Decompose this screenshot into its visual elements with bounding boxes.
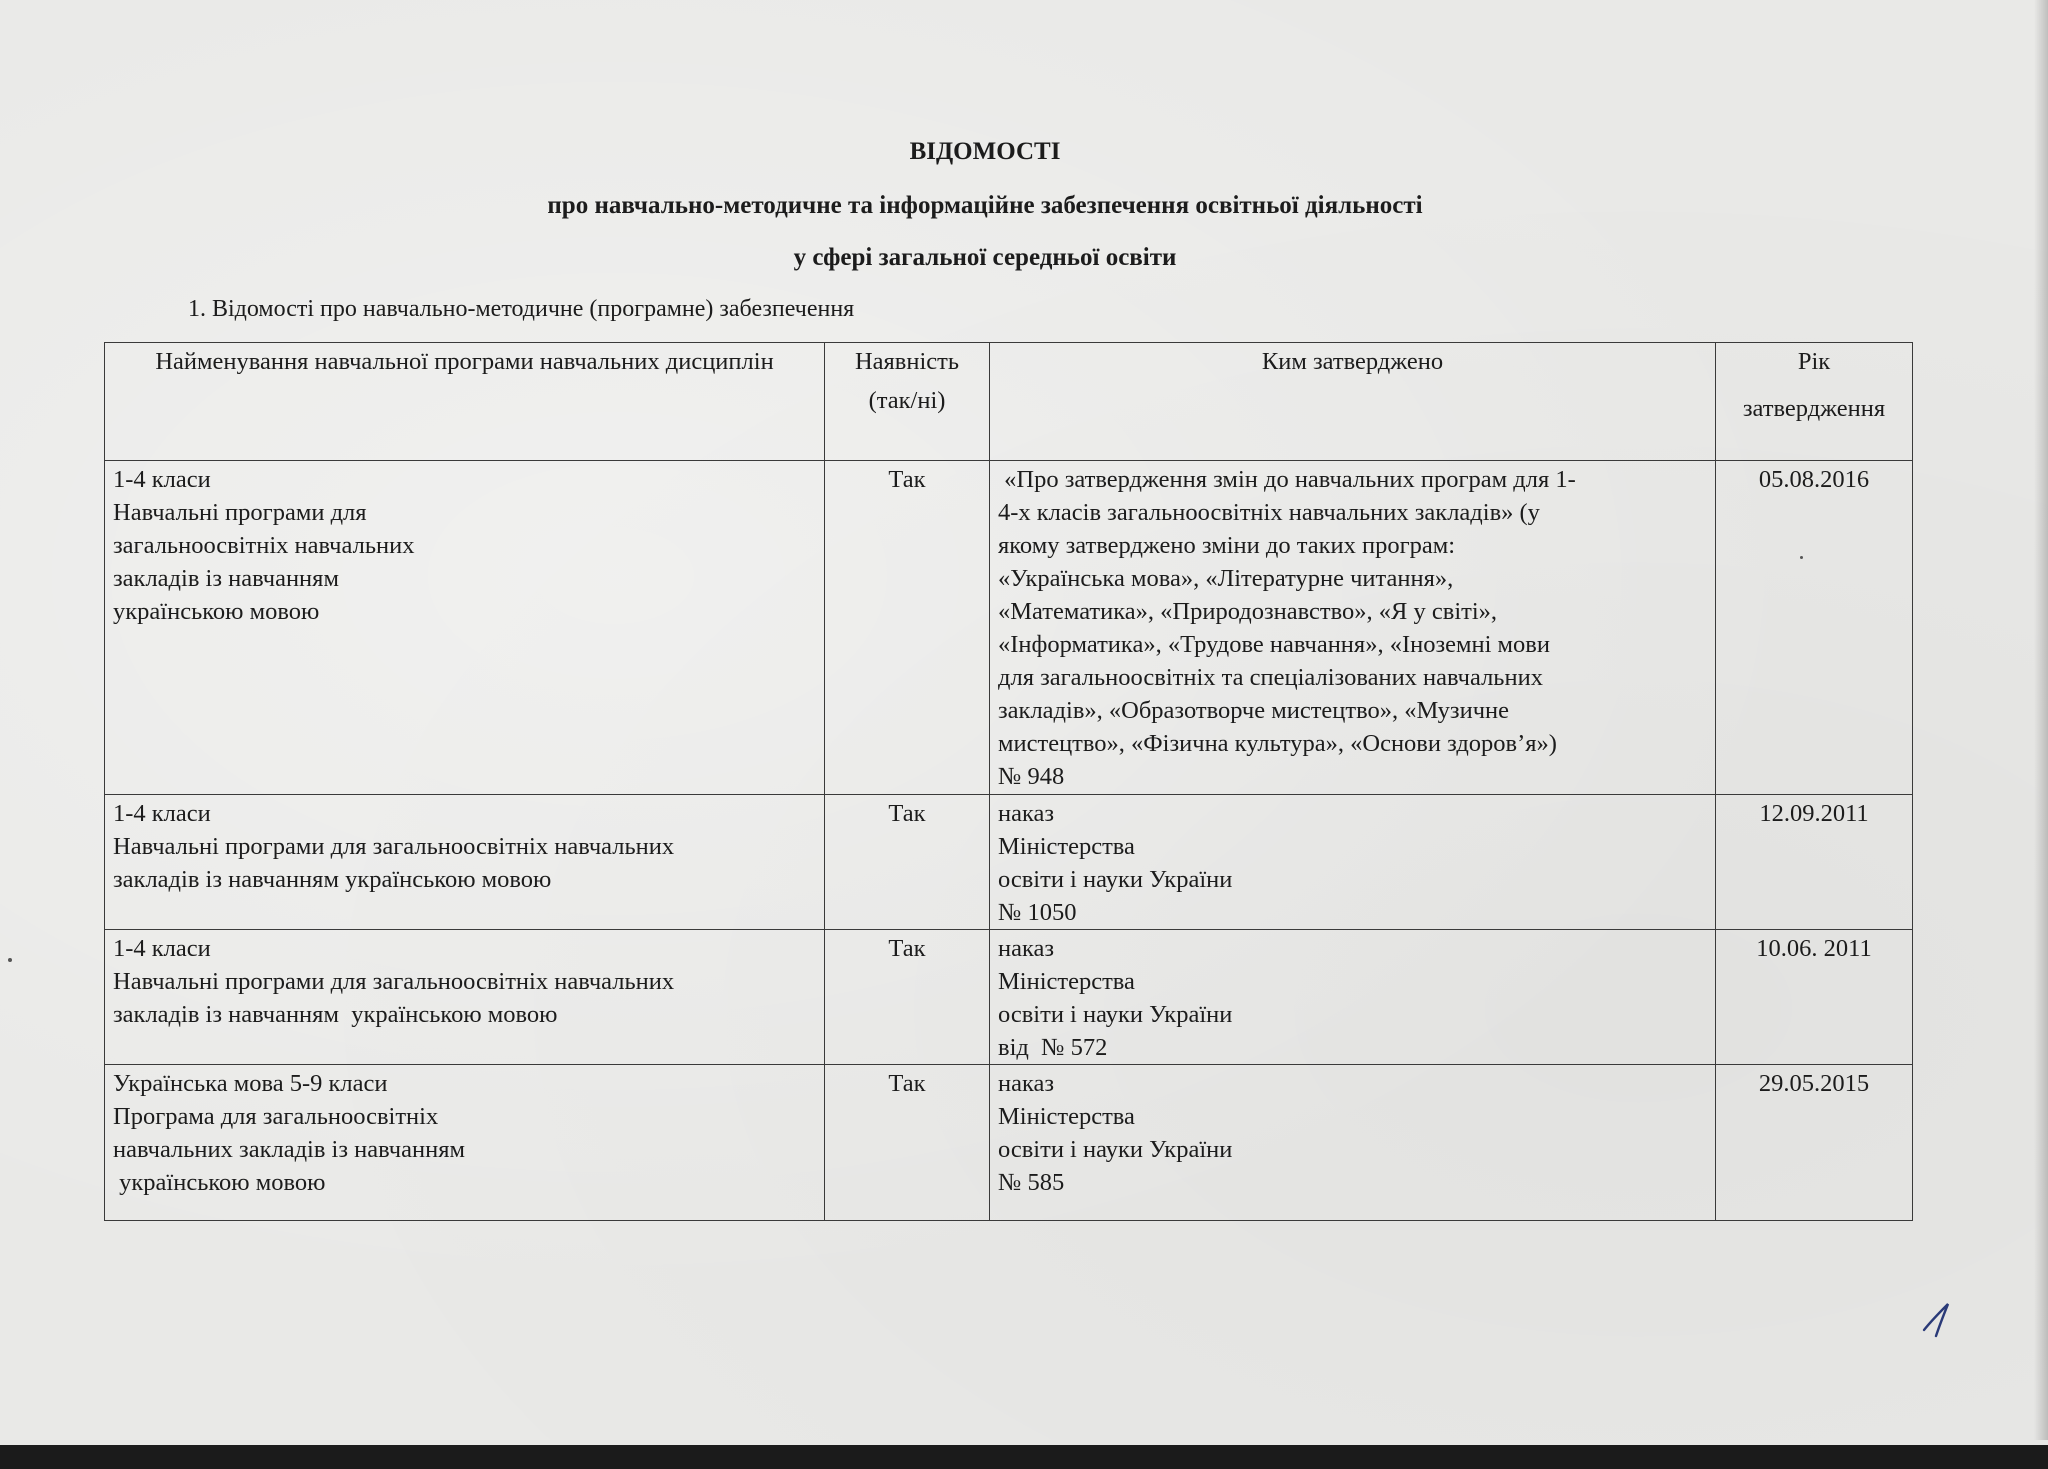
- approved-by-cell: [990, 930, 1716, 1065]
- program-line: навчальних закладів із навчанням: [113, 1136, 465, 1163]
- approved-by-cell: [990, 1065, 1716, 1221]
- program-line: 1-4 класи: [113, 800, 211, 827]
- availability-cell: Так: [825, 930, 990, 1065]
- programs-table: [104, 342, 1913, 1221]
- scan-speck: [8, 958, 12, 962]
- approved-line: № 585: [998, 1169, 1065, 1196]
- approved-line: «Українська мова», «Літературне читання»,: [998, 565, 1454, 592]
- program-line: 1-4 класи: [113, 935, 211, 962]
- approved-line: «Інформатика», «Трудове навчання», «Іноземні мови: [998, 631, 1550, 658]
- table-row: [105, 930, 1913, 1065]
- approved-line: мистецтво», «Фізична культура», «Основи здоров’я»): [998, 730, 1557, 757]
- program-line: Українська мова 5-9 класи: [113, 1070, 388, 1097]
- program-cell: [105, 795, 825, 930]
- header-year-line2: затвердження: [1742, 395, 1886, 422]
- page-edge-shadow: [2034, 0, 2048, 1440]
- table-row: [105, 461, 1913, 795]
- document-subtitle-line2: у сфері загальної середньої освіти: [793, 244, 1177, 271]
- approved-line: «Математика», «Природознавство», «Я у світі»,: [998, 598, 1498, 625]
- program-line: Навчальні програми для загальноосвітніх навчальних: [113, 968, 675, 995]
- program-cell: [105, 461, 825, 795]
- header-program-name: Найменування навчальної програми навчальних дисциплін: [105, 343, 825, 461]
- approved-line: Міністерства: [998, 968, 1135, 995]
- header-availability-line1: Наявність: [854, 348, 960, 375]
- approved-line: освіти і науки України: [998, 1001, 1233, 1028]
- approved-line: Міністерства: [998, 833, 1135, 860]
- date-cell: 05.08.2016: [1716, 461, 1913, 795]
- program-cell: [105, 930, 825, 1065]
- approved-line: закладів», «Образотворче мистецтво», «Музичне: [998, 697, 1510, 724]
- approved-line: від № 572: [998, 1034, 1108, 1061]
- approved-line: наказ: [998, 800, 1055, 827]
- approved-line: якому затверджено зміни до таких програм:: [998, 532, 1456, 559]
- scan-speck: [1800, 556, 1803, 559]
- program-line: загальноосвітніх навчальних: [113, 532, 415, 559]
- availability-cell: Так: [825, 795, 990, 930]
- handwritten-page-number: [1918, 1300, 1958, 1340]
- approved-line: Міністерства: [998, 1103, 1135, 1130]
- program-line: українською мовою: [113, 1169, 326, 1196]
- program-line: Навчальні програми для загальноосвітніх навчальних: [113, 833, 675, 860]
- approved-line: 4-х класів загальноосвітніх навчальних закладів» (у: [998, 499, 1540, 526]
- availability-cell: Так: [825, 1065, 990, 1221]
- approved-line: для загальноосвітніх та спеціалізованих навчальних: [998, 664, 1543, 691]
- document-title: ВІДОМОСТІ: [909, 138, 1061, 165]
- section-heading: 1. Відомості про навчально-методичне (програмне) забезпечення: [188, 296, 855, 322]
- date-cell: 10.06. 2011: [1716, 930, 1913, 1065]
- approved-by-cell: [990, 795, 1716, 930]
- approved-line: наказ: [998, 1070, 1055, 1097]
- approved-line: освіти і науки України: [998, 1136, 1233, 1163]
- date-cell: 12.09.2011: [1716, 795, 1913, 930]
- header-year-line1: Рік: [1797, 348, 1831, 375]
- header-year: [1716, 343, 1913, 461]
- header-availability-line2: (так/ні): [868, 387, 946, 414]
- table-row: [105, 1065, 1913, 1221]
- approved-line: освіти і науки України: [998, 866, 1233, 893]
- approved-line: № 948: [998, 763, 1065, 790]
- program-line: Навчальні програми для: [113, 499, 367, 526]
- approved-line: № 1050: [998, 899, 1077, 926]
- table-header-row: [105, 343, 1913, 461]
- document-subtitle-line1: про навчально-методичне та інформаційне забезпечення освітньої діяльності: [547, 192, 1423, 219]
- program-line: закладів із навчанням українською мовою: [113, 1001, 558, 1028]
- approved-line: «Про затвердження змін до навчальних програм для 1-: [998, 466, 1576, 493]
- availability-cell: Так: [825, 461, 990, 795]
- program-line: українською мовою: [113, 598, 320, 625]
- header-availability: [825, 343, 990, 461]
- approved-line: наказ: [998, 935, 1055, 962]
- program-cell: [105, 1065, 825, 1221]
- program-line: закладів із навчанням: [113, 565, 339, 592]
- header-approved-by: Ким затверджено: [990, 343, 1716, 461]
- scanner-bottom-border: [0, 1445, 2048, 1469]
- approved-by-cell: [990, 461, 1716, 795]
- program-line: Програма для загальноосвітніх: [113, 1103, 439, 1130]
- program-line: 1-4 класи: [113, 466, 211, 493]
- table-row: [105, 795, 1913, 930]
- program-line: закладів із навчанням українською мовою: [113, 866, 552, 893]
- date-cell: 29.05.2015: [1716, 1065, 1913, 1221]
